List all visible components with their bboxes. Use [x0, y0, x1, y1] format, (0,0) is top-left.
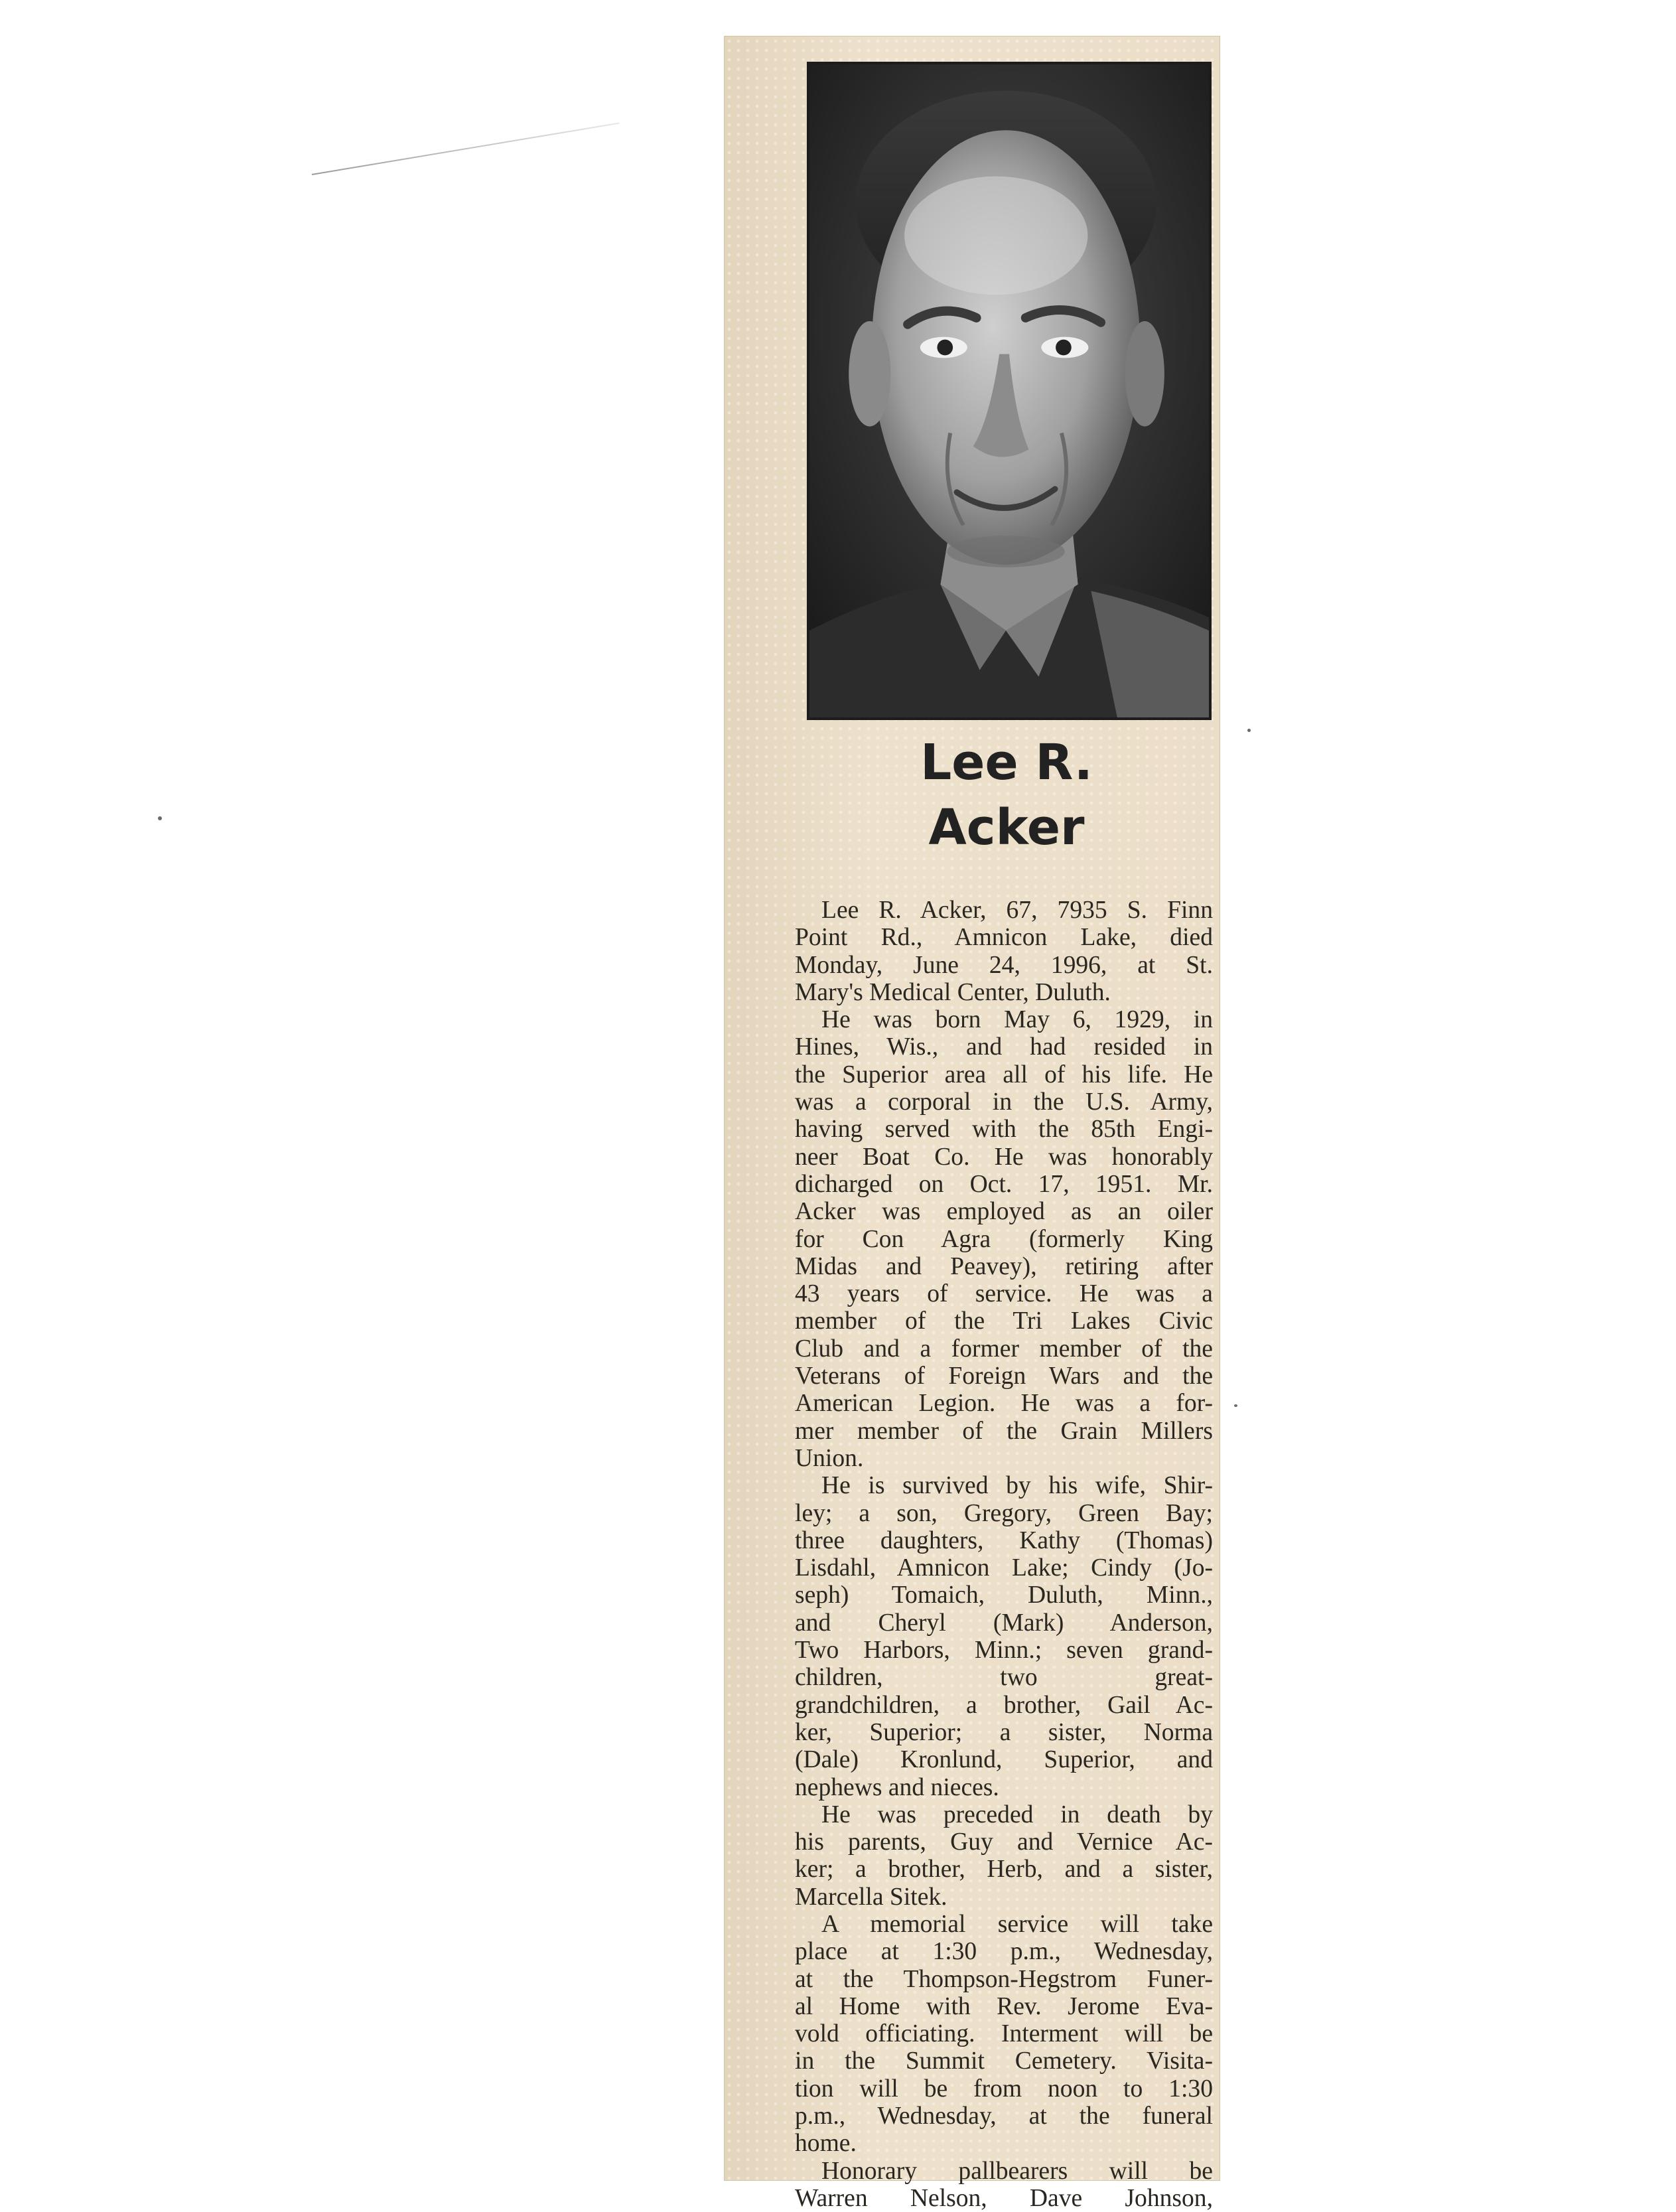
obituary-text-line: He is survived by his wife, Shir-: [821, 1472, 1213, 1500]
obituary-text-line: dicharged on Oct. 17, 1951. Mr.: [795, 1170, 1213, 1198]
obituary-text-line: p.m., Wednesday, at the funeral: [795, 2102, 1213, 2130]
obituary-paragraph: [795, 2158, 1213, 2212]
obituary-text-line: (Dale) Kronlund, Superior, and: [795, 1746, 1213, 1774]
headline-line-1: Lee R.: [920, 734, 1093, 791]
obituary-paragraph: [795, 1911, 1213, 2158]
obituary-text-line: ley; a son, Gregory, Green Bay;: [795, 1499, 1213, 1527]
obituary-text-line: Point Rd., Amnicon Lake, died: [795, 924, 1213, 952]
obituary-paragraph: [795, 1472, 1213, 1801]
obituary-text-line: He was born May 6, 1929, in: [821, 1006, 1213, 1034]
headline-line-2: Acker: [928, 799, 1085, 856]
obituary-text-line: tion will be from noon to 1:30: [795, 2075, 1213, 2102]
obituary-text-line: Warren Nelson, Dave Johnson,: [795, 2184, 1213, 2212]
obituary-text-line: place at 1:30 p.m., Wednesday,: [795, 1938, 1213, 1966]
obituary-text-line: ker; a brother, Herb, and a sister,: [795, 1856, 1213, 1883]
scan-speck: [1234, 1404, 1237, 1407]
obituary-text-line: his parents, Guy and Vernice Ac-: [795, 1828, 1213, 1856]
obituary-text-line: mer member of the Grain Millers: [795, 1417, 1213, 1445]
obituary-text-line: at the Thompson-Hegstrom Funer-: [795, 1965, 1213, 1993]
obituary-text-line: and Cheryl (Mark) Anderson,: [795, 1609, 1213, 1637]
scan-speck: [158, 816, 162, 820]
obituary-text-line: was a corporal in the U.S. Army,: [795, 1088, 1213, 1116]
obituary-text-line: children, two great-: [795, 1664, 1213, 1692]
obituary-text-line: Hines, Wis., and had resided in: [795, 1033, 1213, 1061]
obituary-text-line: seph) Tomaich, Duluth, Minn.,: [795, 1582, 1213, 1609]
obituary-text-line: neer Boat Co. He was honorably: [795, 1143, 1213, 1171]
obituary-text-line: having served with the 85th Engi-: [795, 1116, 1213, 1143]
obituary-headline: [791, 730, 1222, 860]
obituary-text-line: three daughters, Kathy (Thomas): [795, 1526, 1213, 1554]
obituary-text-line: Monday, June 24, 1996, at St.: [795, 951, 1213, 979]
obituary-text-line: al Home with Rev. Jerome Eva-: [795, 1992, 1213, 2020]
obituary-text-line: Marcella Sitek.: [795, 1883, 947, 1911]
obituary-paragraph: [795, 1006, 1213, 1472]
portrait-image: [809, 64, 1209, 717]
obituary-text-line: Union.: [795, 1444, 864, 1472]
obituary-text-line: A memorial service will take: [821, 1910, 1213, 1938]
obituary-text-line: vold officiating. Interment will be: [795, 2020, 1213, 2048]
obituary-paragraph: [795, 897, 1213, 1006]
obituary-text-line: ker, Superior; a sister, Norma: [795, 1718, 1213, 1746]
scanner-stray-line: [312, 122, 620, 175]
obituary-text-line: in the Summit Cemetery. Visita-: [795, 2047, 1213, 2075]
obituary-text-line: member of the Tri Lakes Civic: [795, 1307, 1213, 1335]
obituary-text-line: Acker was employed as an oiler: [795, 1198, 1213, 1226]
obituary-text-line: the Superior area all of his life. He: [795, 1061, 1213, 1088]
obituary-body: [795, 897, 1213, 2212]
obituary-text-line: Lisdahl, Amnicon Lake; Cindy (Jo-: [795, 1554, 1213, 1582]
obituary-text-line: Veterans of Foreign Wars and the: [795, 1363, 1213, 1390]
newspaper-clipping: [725, 37, 1220, 2212]
obituary-text-line: Midas and Peavey), retiring after: [795, 1252, 1213, 1280]
obituary-text-line: Mary's Medical Center, Duluth.: [795, 978, 1111, 1006]
obituary-text-line: Honorary pallbearers will be: [821, 2157, 1213, 2185]
obituary-text-line: He was preceded in death by: [821, 1801, 1213, 1828]
obituary-text-line: home.: [795, 2130, 857, 2158]
obituary-text-line: nephews and nieces.: [795, 1773, 999, 1801]
obituary-portrait-photo: [807, 62, 1212, 720]
obituary-text-line: for Con Agra (formerly King: [795, 1225, 1213, 1253]
obituary-paragraph: [795, 1801, 1213, 1911]
obituary-text-line: grandchildren, a brother, Gail Ac-: [795, 1691, 1213, 1719]
obituary-text-line: Two Harbors, Minn.; seven grand-: [795, 1637, 1213, 1664]
obituary-text-line: American Legion. He was a for-: [795, 1390, 1213, 1418]
obituary-text-line: Club and a former member of the: [795, 1335, 1213, 1363]
obituary-text-line: 43 years of service. He was a: [795, 1280, 1213, 1308]
obituary-text-line: Lee R. Acker, 67, 7935 S. Finn: [821, 897, 1213, 924]
scan-speck: [1247, 729, 1251, 732]
